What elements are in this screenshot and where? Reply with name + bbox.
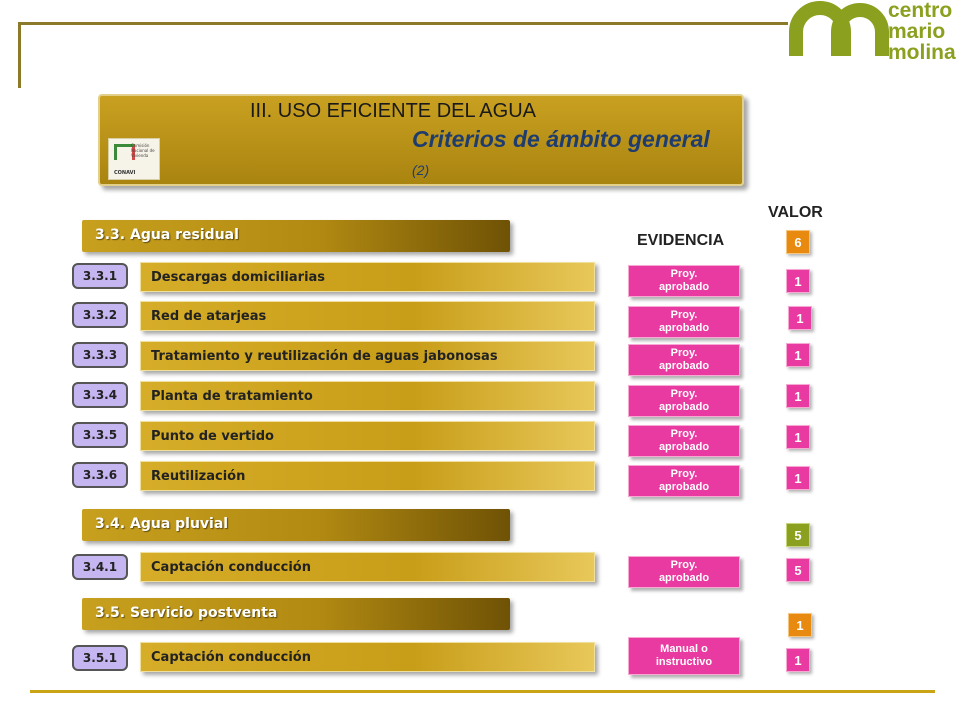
evidence-line-1: Proy. <box>670 347 698 359</box>
value-badge: 1 <box>786 384 810 408</box>
evidence-line-2: aprobado <box>658 572 710 584</box>
evidence-line-2: aprobado <box>658 481 710 493</box>
logo-wordmark <box>888 0 956 63</box>
row-criterion-bar <box>140 421 595 451</box>
row-label: Captación conducción <box>151 650 311 665</box>
evidence-line-1: Proy. <box>670 559 698 571</box>
evidence-line-1: Proy. <box>670 428 698 440</box>
value-badge: 1 <box>786 648 810 672</box>
conavi-acronym: CONAVI <box>114 170 136 176</box>
row-criterion-bar <box>140 642 595 672</box>
row-criterion-bar <box>140 301 595 331</box>
value-badge: 1 <box>786 269 810 293</box>
frame-vertical-line <box>18 22 21 88</box>
row-label: Tratamiento y reutilización de aguas jabonosas <box>151 349 498 364</box>
row-label: Red de atarjeas <box>151 309 267 324</box>
evidence-badge <box>628 465 740 497</box>
row-label: Punto de vertido <box>151 429 274 444</box>
page-number-note: (2) <box>412 162 430 178</box>
logo-line-1: centro <box>888 0 953 22</box>
evidence-badge <box>628 425 740 457</box>
section-servicio-postventa <box>82 598 510 630</box>
evidence-badge <box>628 556 740 588</box>
footer-divider <box>30 690 935 693</box>
row-code: 3.3.1 <box>72 263 128 289</box>
evidence-line-1: Proy. <box>670 309 698 321</box>
logo-line-3: molina <box>888 41 956 64</box>
section-agua-residual <box>82 220 510 252</box>
row-code: 3.5.1 <box>72 645 128 671</box>
evidence-line-2: aprobado <box>658 401 710 413</box>
evidence-badge <box>628 306 740 338</box>
row-label: Descargas domiciliarias <box>151 270 326 285</box>
evidence-line-1: Proy. <box>670 468 698 480</box>
section-label: 3.5. Servicio postventa <box>95 605 278 621</box>
frame-horizontal-line <box>18 22 788 25</box>
evidence-line-2: aprobado <box>658 360 710 372</box>
evidence-line-2: aprobado <box>658 281 710 293</box>
row-criterion-bar <box>140 461 595 491</box>
conavi-full-name: Comisión Nacional de Vivienda <box>131 143 155 158</box>
row-criterion-bar <box>140 262 595 292</box>
value-badge: 1 <box>786 343 810 367</box>
value-badge: 1 <box>788 306 812 330</box>
row-code: 3.3.4 <box>72 382 128 408</box>
row-code: 3.4.1 <box>72 554 128 580</box>
evidence-badge <box>628 344 740 376</box>
row-code: 3.3.6 <box>72 462 128 488</box>
evidence-line-1: Manual o <box>660 643 708 655</box>
row-label: Reutilización <box>151 469 246 484</box>
evidence-badge <box>628 265 740 297</box>
row-criterion-bar <box>140 341 595 371</box>
logo-line-2: mario <box>888 20 946 43</box>
row-code: 3.3.2 <box>72 302 128 328</box>
row-criterion-bar <box>140 552 595 582</box>
section-value-badge: 1 <box>788 613 812 637</box>
evidence-line-2: aprobado <box>658 322 710 334</box>
evidence-badge <box>628 385 740 417</box>
conavi-logo <box>108 138 160 180</box>
value-badge: 1 <box>786 466 810 490</box>
row-code: 3.3.5 <box>72 422 128 448</box>
evidence-line-1: Proy. <box>670 388 698 400</box>
title-banner <box>98 94 744 186</box>
page-title: III. USO EFICIENTE DEL AGUA <box>250 100 536 122</box>
section-value-badge: 5 <box>786 523 810 547</box>
row-label: Planta de tratamiento <box>151 389 313 404</box>
evidence-column-header: EVIDENCIA <box>637 232 725 249</box>
evidence-badge <box>628 637 740 675</box>
row-label: Captación conducción <box>151 560 311 575</box>
value-badge: 5 <box>786 558 810 582</box>
value-badge: 1 <box>786 425 810 449</box>
row-code: 3.3.3 <box>72 342 128 368</box>
evidence-line-1: Proy. <box>670 268 698 280</box>
section-value-badge: 6 <box>786 230 810 254</box>
section-label: 3.3. Agua residual <box>95 227 239 243</box>
section-label: 3.4. Agua pluvial <box>95 516 229 532</box>
row-criterion-bar <box>140 381 595 411</box>
page-subtitle: Criterios de ámbito general <box>412 126 710 152</box>
section-agua-pluvial <box>82 509 510 541</box>
evidence-line-2: aprobado <box>658 441 710 453</box>
value-column-header: VALOR <box>768 204 823 221</box>
evidence-line-2: instructivo <box>655 656 713 668</box>
